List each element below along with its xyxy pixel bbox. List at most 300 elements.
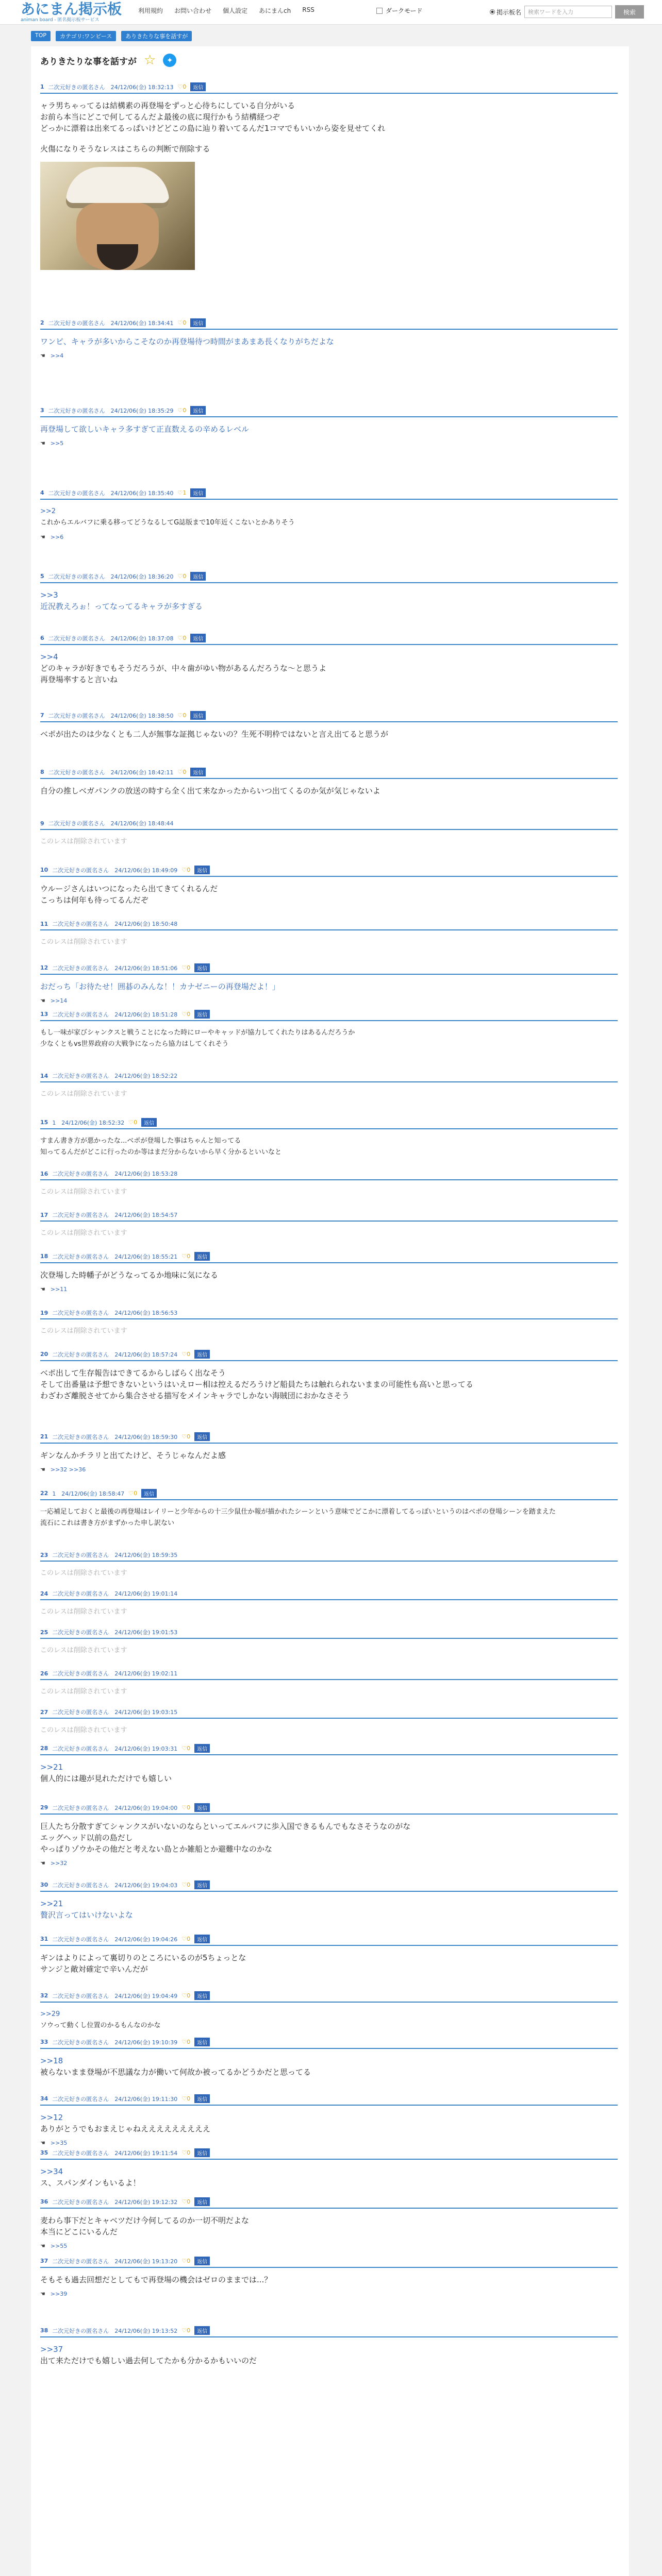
post-body bbox=[40, 2344, 618, 2366]
post-meta bbox=[40, 920, 618, 930]
post-body bbox=[40, 1645, 618, 1656]
reply-button[interactable]: 返信 bbox=[190, 82, 206, 91]
post-body bbox=[40, 1269, 618, 1281]
post-number[interactable]: 12 bbox=[40, 964, 48, 971]
post-meta bbox=[40, 1432, 618, 1444]
post-9 bbox=[40, 819, 618, 848]
reply-button[interactable]: 返信 bbox=[190, 711, 206, 720]
reply-button[interactable]: 返信 bbox=[194, 2038, 210, 2046]
post-number[interactable]: 3 bbox=[40, 407, 44, 414]
post-body bbox=[40, 981, 618, 992]
post-14 bbox=[40, 1072, 618, 1100]
post-footer bbox=[40, 1860, 618, 1867]
reply-button[interactable]: 返信 bbox=[194, 1880, 210, 1889]
reply-button[interactable]: 返信 bbox=[194, 1350, 210, 1359]
post-body bbox=[40, 1761, 618, 1784]
post-number[interactable]: 33 bbox=[40, 2039, 48, 2045]
post-meta bbox=[40, 1551, 618, 1562]
post-line: 流石にこれは書き方がまずかった申し訳ない bbox=[40, 1519, 175, 1527]
post-line: 次登場した時幡子がどうなってるか地味に気になる bbox=[40, 1270, 219, 1280]
post-line: このレスは削除されています bbox=[40, 1327, 127, 1335]
post-author-date: 二次元好きの匿名さん 24/12/06(金) 19:10:39 bbox=[52, 2039, 178, 2046]
anchor-link[interactable]: >>21 bbox=[40, 1899, 63, 1908]
post-author-date: 二次元好きの匿名さん 24/12/06(金) 18:52:22 bbox=[52, 1073, 178, 1079]
like-count[interactable]: ♡0 bbox=[181, 2039, 191, 2045]
post-body bbox=[40, 100, 618, 134]
post-author-date: 二次元好きの匿名さん 24/12/06(金) 18:55:21 bbox=[52, 1253, 178, 1260]
post-number[interactable]: 31 bbox=[40, 1936, 48, 1942]
post-footer bbox=[40, 534, 618, 540]
reply-button[interactable]: 返信 bbox=[194, 1991, 210, 2000]
post-meta bbox=[40, 711, 618, 722]
post-meta bbox=[40, 1072, 618, 1082]
post-number[interactable]: 13 bbox=[40, 1011, 48, 1018]
post-line: 贅沢言ってはいけないよな bbox=[40, 1910, 134, 1920]
search-button[interactable]: 検索 bbox=[615, 5, 644, 19]
like-count[interactable]: ♡0 bbox=[177, 319, 187, 326]
post-32 bbox=[40, 1991, 618, 2031]
nav-settings[interactable]: 個人設定 bbox=[223, 7, 248, 14]
post-line: 被らないまま登場が不思議な力が働いて何故か被ってるかどうかだと思ってる bbox=[40, 2067, 311, 2077]
reply-button[interactable]: 返信 bbox=[141, 1118, 157, 1127]
reply-button[interactable]: 返信 bbox=[194, 866, 210, 874]
reply-button[interactable]: 返信 bbox=[194, 1935, 210, 1943]
site-logo[interactable] bbox=[21, 1, 122, 23]
post-line: 再登場して欲しいキャラ多すぎて正直数えるの辛めるレベル bbox=[40, 425, 250, 434]
post-line: 一応補足しておくと最後の再登場はレイリーと少年からの十三少鼠仕か報が描かれたシーンという意味でどこかに漂着してるっぽいというのはベポの登場シーンを踏まえた bbox=[40, 1508, 556, 1516]
image-hat bbox=[66, 167, 169, 208]
post-body bbox=[40, 2009, 618, 2031]
post-line: おだっち「お待たせ！囲碁のみんな！！カナゼニーの再登場だよ！」 bbox=[40, 982, 280, 991]
like-count[interactable]: ♡0 bbox=[181, 1351, 191, 1358]
logo-subtext: animan board - 匿名掲示板サービス bbox=[21, 18, 100, 23]
like-count[interactable]: ♡0 bbox=[181, 1433, 191, 1440]
reply-pointer-icon: ☚ bbox=[40, 997, 45, 1004]
post-number[interactable]: 24 bbox=[40, 1590, 48, 1597]
post-author-date: 1 24/12/06(金) 18:52:32 bbox=[52, 1119, 125, 1126]
dark-mode-toggle[interactable] bbox=[376, 6, 423, 15]
post-author-date: 二次元好きの匿名さん 24/12/06(金) 18:54:57 bbox=[52, 1212, 178, 1218]
like-count[interactable]: ♡0 bbox=[181, 2198, 191, 2205]
reply-button[interactable]: 返信 bbox=[194, 2148, 210, 2157]
anchor-link[interactable]: >>29 bbox=[40, 2010, 60, 2018]
post-line: 少なくともvs世界政府の大戦争になったら協力はしてくれそう bbox=[40, 1040, 229, 1048]
post-line: こっちは何年も待ってるんだぞ bbox=[40, 895, 148, 905]
anchor-link[interactable]: >>12 bbox=[40, 2113, 63, 2122]
post-line: お前ら本当にどこで何してるんだよ最後の底に現行かもう結構経つぞ bbox=[40, 112, 280, 122]
reply-anchor-link[interactable]: >>32 bbox=[50, 1860, 68, 1867]
post-28 bbox=[40, 1744, 618, 1784]
post-footer bbox=[40, 2243, 618, 2249]
reply-pointer-icon: ☚ bbox=[40, 1466, 45, 1473]
post-3 bbox=[40, 406, 618, 447]
reply-button[interactable]: 返信 bbox=[194, 1432, 210, 1441]
post-number[interactable]: 11 bbox=[40, 920, 48, 927]
reply-anchor-link[interactable]: >>32 >>36 bbox=[50, 1466, 86, 1473]
post-meta bbox=[40, 82, 618, 94]
nav-animanch[interactable]: あにまんch bbox=[259, 7, 291, 14]
post-line: そもそも過去回想だとしてもで再登場の機会はゼロのままでは...？ bbox=[40, 2275, 272, 2284]
post-line: ウルージさんはいつになったら出てきてくれるんだ bbox=[40, 884, 218, 893]
post-number[interactable]: 21 bbox=[40, 1433, 48, 1440]
post-author-date: 二次元好きの匿名さん 24/12/06(金) 19:12:32 bbox=[52, 2198, 178, 2206]
reply-anchor-link[interactable]: >>11 bbox=[50, 1286, 68, 1293]
post-17 bbox=[40, 1211, 618, 1239]
post-number[interactable]: 38 bbox=[40, 2327, 48, 2334]
like-count[interactable]: ♡0 bbox=[181, 867, 191, 873]
anchor-link[interactable]: >>2 bbox=[40, 507, 56, 515]
post-author-date: 二次元好きの匿名さん 24/12/06(金) 19:13:20 bbox=[52, 2258, 178, 2265]
post-author-date: 二次元好きの匿名さん 24/12/06(金) 18:49:09 bbox=[52, 867, 178, 874]
post-body bbox=[40, 1506, 618, 1529]
post-meta bbox=[40, 1708, 618, 1719]
reply-button[interactable]: 返信 bbox=[194, 1744, 210, 1753]
like-count[interactable]: ♡0 bbox=[181, 2258, 191, 2264]
reply-button[interactable]: 返信 bbox=[194, 1252, 210, 1261]
post-number[interactable]: 26 bbox=[40, 1670, 48, 1677]
post-meta bbox=[40, 1118, 618, 1129]
post-body bbox=[40, 2112, 618, 2134]
title-row bbox=[40, 54, 176, 67]
post-meta bbox=[40, 2257, 618, 2268]
post-19 bbox=[40, 1309, 618, 1337]
post-meta bbox=[40, 318, 618, 330]
reply-button[interactable]: 返信 bbox=[190, 406, 206, 415]
post-number[interactable]: 16 bbox=[40, 1170, 48, 1177]
like-count[interactable]: ♡0 bbox=[181, 1992, 191, 1999]
post-meta bbox=[40, 1589, 618, 1600]
post-author-date: 二次元好きの匿名さん 24/12/06(金) 19:04:00 bbox=[52, 1804, 178, 1811]
post-body bbox=[40, 1568, 618, 1579]
like-count[interactable]: ♡0 bbox=[181, 1882, 191, 1888]
post-line: そして出番量は予想できないというはいえロー相は控えるだろうけど船員たちは触れられないままの可能性も高いと思ってる bbox=[40, 1380, 474, 1389]
post-line: どっかに漂着は出来てるっぱいけどどこの島に辿り着いてるんだ1コマでもいいから姿を見せてくれ bbox=[40, 124, 386, 133]
post-line: すまん書き方が悪かったな...ベポが登場した事はちゃんと知ってる bbox=[40, 1137, 241, 1145]
post-author-date: 二次元好きの匿名さん 24/12/06(金) 19:03:31 bbox=[52, 1745, 178, 1752]
post-body bbox=[40, 2166, 618, 2189]
breadcrumb-thread[interactable]: ありきたりな事を話すが bbox=[121, 31, 192, 41]
post-29 bbox=[40, 1803, 618, 1867]
post-author-date: 二次元好きの匿名さん 24/12/06(金) 18:34:41 bbox=[48, 319, 174, 327]
post-2 bbox=[40, 318, 618, 359]
post-line: どのキャラが好きでもそうだろうが、中々歯がゆい物があるんだろうな〜と思うよ bbox=[40, 664, 327, 673]
post-number[interactable]: 14 bbox=[40, 1072, 48, 1079]
post-number[interactable]: 8 bbox=[40, 769, 44, 775]
post-body bbox=[40, 1450, 618, 1461]
post-footer bbox=[40, 997, 618, 1004]
post-body bbox=[40, 1821, 618, 1855]
reply-button[interactable]: 返信 bbox=[194, 2326, 210, 2335]
post-line: エッグヘッド以前の島だし bbox=[40, 1833, 133, 1842]
like-count[interactable]: ♡0 bbox=[181, 1253, 191, 1260]
post-body bbox=[40, 2055, 618, 2078]
post-line: 巨人たち分散すぎてシャンクスがいないのならといってエルバフに歩入国できるもんでもなさそうなのがな bbox=[40, 1822, 411, 1831]
post-image[interactable] bbox=[40, 162, 195, 270]
reply-pointer-icon: ☚ bbox=[40, 1286, 45, 1293]
search-option[interactable] bbox=[490, 8, 521, 16]
post-meta bbox=[40, 572, 618, 583]
thread-container bbox=[31, 46, 629, 2576]
post-line: やっぱりゾウかその他だと考えない島とか雑船とか避難中なのかな bbox=[40, 1844, 273, 1854]
post-footer bbox=[40, 1286, 618, 1293]
reply-pointer-icon: ☚ bbox=[40, 2140, 45, 2146]
post-number[interactable]: 20 bbox=[40, 1351, 48, 1358]
post-body bbox=[40, 1686, 618, 1698]
post-line: ギンはよりによって裏切りのところにいるのが5ちょっとな bbox=[40, 1953, 246, 1962]
post-line: このレスは削除されています bbox=[40, 1726, 127, 1734]
post-15 bbox=[40, 1118, 618, 1158]
post-meta bbox=[40, 1744, 618, 1755]
like-count[interactable]: ♡0 bbox=[181, 2095, 191, 2102]
reply-button[interactable]: 返信 bbox=[194, 1010, 210, 1019]
post-18 bbox=[40, 1252, 618, 1293]
post-body bbox=[40, 2274, 618, 2285]
anchor-link[interactable]: >>21 bbox=[40, 1762, 63, 1772]
reply-pointer-icon: ☚ bbox=[40, 1860, 45, 1867]
like-count[interactable]: ♡0 bbox=[177, 769, 187, 775]
post-number[interactable]: 36 bbox=[40, 2198, 48, 2205]
post-meta bbox=[40, 2326, 618, 2337]
post-body bbox=[40, 1089, 618, 1100]
post-author-date: 二次元好きの匿名さん 24/12/06(金) 18:36:20 bbox=[48, 573, 174, 580]
post-number[interactable]: 35 bbox=[40, 2149, 48, 2156]
post-16 bbox=[40, 1170, 618, 1198]
reply-button[interactable]: 返信 bbox=[194, 2257, 210, 2265]
logo-text[interactable]: あにまん掲示板 bbox=[21, 1, 122, 18]
like-count[interactable]: ♡0 bbox=[128, 1490, 138, 1497]
post-author-date: 二次元好きの匿名さん 24/12/06(金) 18:48:44 bbox=[48, 820, 174, 827]
reply-anchor-link[interactable]: >>5 bbox=[50, 440, 64, 447]
post-number[interactable]: 17 bbox=[40, 1211, 48, 1218]
like-count[interactable]: ♡0 bbox=[177, 635, 187, 641]
post-author-date: 二次元好きの匿名さん 24/12/06(金) 18:38:50 bbox=[48, 712, 174, 719]
post-body bbox=[40, 785, 618, 796]
reply-button[interactable]: 返信 bbox=[190, 768, 206, 776]
post-number[interactable]: 34 bbox=[40, 2095, 48, 2102]
anchor-link[interactable]: >>4 bbox=[40, 652, 58, 662]
search-bar bbox=[490, 5, 644, 19]
like-count[interactable]: ♡0 bbox=[177, 573, 187, 580]
post-line: このレスは削除されています bbox=[40, 1608, 127, 1616]
post-number[interactable]: 22 bbox=[40, 1490, 48, 1497]
post-author-date: 二次元好きの匿名さん 24/12/06(金) 18:50:48 bbox=[52, 921, 178, 927]
reply-anchor-link[interactable]: >>4 bbox=[50, 352, 64, 359]
post-body bbox=[40, 1027, 618, 1050]
post-number[interactable]: 18 bbox=[40, 1253, 48, 1260]
reply-button[interactable]: 返信 bbox=[194, 1803, 210, 1812]
post-author-date: 二次元好きの匿名さん 24/12/06(金) 19:01:53 bbox=[52, 1629, 178, 1636]
post-12 bbox=[40, 963, 618, 1004]
post-author-date: 二次元好きの匿名さん 24/12/06(金) 18:32:13 bbox=[48, 83, 174, 91]
anchor-link[interactable]: >>18 bbox=[40, 2056, 63, 2065]
post-author-date: 二次元好きの匿名さん 24/12/06(金) 19:11:54 bbox=[52, 2149, 178, 2157]
site-header bbox=[0, 0, 662, 25]
post-line: ワンピ、キャラが多いからこそなのか再登場待つ時間がまあまあ長くなりがちだよな bbox=[40, 337, 334, 346]
post-author-date: 二次元好きの匿名さん 24/12/06(金) 18:42:11 bbox=[48, 769, 174, 776]
like-count[interactable]: ♡0 bbox=[177, 712, 187, 719]
post-author-date: 二次元好きの匿名さん 24/12/06(金) 18:56:53 bbox=[52, 1310, 178, 1316]
post-line: サンジと敵対確定で辛いんだが bbox=[40, 1964, 148, 1974]
post-24 bbox=[40, 1589, 618, 1618]
post-meta bbox=[40, 488, 618, 500]
post-line: 本当にどこにいるんだ bbox=[40, 2227, 118, 2236]
twitter-share-icon[interactable]: ✦ bbox=[163, 54, 176, 67]
post-number[interactable]: 10 bbox=[40, 867, 48, 873]
post-meta bbox=[40, 1252, 618, 1263]
like-count[interactable]: ♡0 bbox=[177, 83, 187, 90]
favorite-star-icon[interactable]: ☆ bbox=[144, 53, 156, 68]
post-body bbox=[40, 1136, 618, 1158]
like-count[interactable]: ♡0 bbox=[181, 1745, 191, 1752]
like-count[interactable]: ♡0 bbox=[181, 1804, 191, 1811]
post-10 bbox=[40, 866, 618, 906]
post-number[interactable]: 7 bbox=[40, 712, 44, 719]
post-body bbox=[40, 1187, 618, 1198]
post-footer bbox=[40, 440, 618, 447]
post-author-date: 二次元好きの匿名さん 24/12/06(金) 18:35:40 bbox=[48, 489, 174, 497]
reply-button[interactable]: 返信 bbox=[194, 963, 210, 972]
post-number[interactable]: 28 bbox=[40, 1745, 48, 1752]
post-line: わざわざ離脱させてから集合させる描写をメインキャラでしかない海賊団におかなさそう bbox=[40, 1391, 350, 1400]
post-meta bbox=[40, 1935, 618, 1946]
post-line: ャラ男ちゃってるは結構素の再登場をずっと心待ちにしている自分がいる bbox=[40, 101, 295, 110]
like-count[interactable]: ♡0 bbox=[181, 1936, 191, 1942]
post-meta bbox=[40, 2197, 618, 2209]
post-number[interactable]: 5 bbox=[40, 573, 44, 580]
post-number[interactable]: 30 bbox=[40, 1882, 48, 1888]
post-5 bbox=[40, 572, 618, 612]
like-count[interactable]: ♡0 bbox=[128, 1119, 138, 1126]
breadcrumb-top[interactable]: TOP bbox=[31, 31, 51, 41]
reply-anchor-link[interactable]: >>14 bbox=[50, 997, 68, 1004]
reply-pointer-icon: ☚ bbox=[40, 352, 45, 359]
post-line: もし一味が家びシャンクスと戦うことになった時にローやキャッドが協力してくれたりはあるんだろうか bbox=[40, 1029, 355, 1037]
post-footer bbox=[40, 2291, 618, 2297]
post-body bbox=[40, 836, 618, 848]
post-meta bbox=[40, 1669, 618, 1680]
post-author-date: 二次元好きの匿名さん 24/12/06(金) 19:13:52 bbox=[52, 2327, 178, 2334]
nav-rss[interactable]: RSS bbox=[302, 6, 315, 13]
dark-mode-checkbox[interactable] bbox=[376, 8, 383, 14]
like-count[interactable]: ♡1 bbox=[177, 489, 187, 496]
reply-anchor-link[interactable]: >>35 bbox=[50, 2140, 68, 2146]
post-6 bbox=[40, 634, 618, 685]
post-number[interactable]: 23 bbox=[40, 1551, 48, 1558]
like-count[interactable]: ♡0 bbox=[181, 2149, 191, 2156]
reply-button[interactable]: 返信 bbox=[194, 2197, 210, 2206]
anchor-link[interactable]: >>3 bbox=[40, 590, 58, 600]
post-body bbox=[40, 651, 618, 685]
post-meta bbox=[40, 1489, 618, 1500]
post-34 bbox=[40, 2094, 618, 2146]
nav-contact[interactable]: お問い合わせ bbox=[174, 7, 212, 14]
post-26 bbox=[40, 1669, 618, 1698]
post-number[interactable]: 6 bbox=[40, 635, 44, 641]
post-author-date: 二次元好きの匿名さん 24/12/06(金) 18:57:24 bbox=[52, 1351, 178, 1358]
post-meta bbox=[40, 2148, 618, 2160]
post-number[interactable]: 2 bbox=[40, 319, 44, 326]
reply-button[interactable]: 返信 bbox=[190, 318, 206, 327]
reply-pointer-icon: ☚ bbox=[40, 2243, 45, 2249]
post-number[interactable]: 19 bbox=[40, 1309, 48, 1316]
breadcrumb bbox=[31, 31, 192, 41]
post-number[interactable]: 37 bbox=[40, 2258, 48, 2264]
post-body bbox=[40, 1326, 618, 1337]
post-meta bbox=[40, 768, 618, 779]
post-author-date: 1 24/12/06(金) 18:58:47 bbox=[52, 1490, 125, 1497]
post-meta bbox=[40, 963, 618, 975]
post-meta bbox=[40, 1010, 618, 1021]
post-line: 近況教えろぉ！ってなってるキャラが多すぎる bbox=[40, 602, 203, 611]
post-number[interactable]: 29 bbox=[40, 1804, 48, 1811]
post-number[interactable]: 15 bbox=[40, 1119, 48, 1126]
post-number[interactable]: 9 bbox=[40, 820, 44, 827]
post-line: ス、スパンダインもいるよ！ bbox=[40, 2178, 141, 2188]
top-nav bbox=[138, 6, 315, 15]
post-body bbox=[40, 1606, 618, 1618]
nav-terms[interactable]: 利用規約 bbox=[138, 7, 163, 14]
post-line: このレスは削除されています bbox=[40, 838, 127, 845]
page-title: ありきたりな事を話すが bbox=[40, 56, 137, 67]
post-meta bbox=[40, 1991, 618, 2003]
post-number[interactable]: 25 bbox=[40, 1629, 48, 1636]
reply-pointer-icon: ☚ bbox=[40, 2291, 45, 2297]
post-13 bbox=[40, 1010, 618, 1050]
reply-button[interactable]: 返信 bbox=[190, 572, 206, 581]
post-author-date: 二次元好きの匿名さん 24/12/06(金) 19:04:03 bbox=[52, 1882, 178, 1889]
post-line: ベポ出して生存報告はできてるからしばらく出なそう bbox=[40, 1368, 226, 1378]
post-author-date: 二次元好きの匿名さん 24/12/06(金) 19:02:11 bbox=[52, 1670, 178, 1677]
breadcrumb-category[interactable]: カテゴリ:ワンピース bbox=[56, 31, 116, 41]
radio-icon[interactable] bbox=[490, 9, 495, 14]
reply-button[interactable]: 返信 bbox=[141, 1489, 157, 1498]
post-line: 自分の推しベガパンクの放送の時すら全く出て来なかったからいつ出てくるのか気が気じゃないよ bbox=[40, 786, 380, 795]
post-number[interactable]: 4 bbox=[40, 489, 44, 496]
anchor-link[interactable]: >>34 bbox=[40, 2167, 63, 2176]
post-line: このレスは削除されています bbox=[40, 1569, 127, 1577]
post-35 bbox=[40, 2148, 618, 2189]
post-body bbox=[40, 589, 618, 612]
like-count[interactable]: ♡0 bbox=[177, 407, 187, 414]
post-line: このレスは削除されています bbox=[40, 1647, 127, 1654]
anchor-link[interactable]: >>37 bbox=[40, 2345, 63, 2354]
post-author-date: 二次元好きの匿名さん 24/12/06(金) 18:59:35 bbox=[52, 1552, 178, 1558]
like-count[interactable]: ♡0 bbox=[181, 2327, 191, 2334]
reply-anchor-link[interactable]: >>39 bbox=[50, 2291, 68, 2297]
post-number[interactable]: 32 bbox=[40, 1992, 48, 1999]
post-meta bbox=[40, 1170, 618, 1180]
post-line: ありがとうでもおまえじゃねえええええええええ bbox=[40, 2124, 211, 2133]
reply-anchor-link[interactable]: >>55 bbox=[50, 2243, 68, 2249]
post-line: このレスは削除されています bbox=[40, 1229, 127, 1237]
post-line: ベポが出たのは少なくとも二人が無事な証拠じゃないの？生死不明枠ではないと言え出てると思うが bbox=[40, 730, 389, 739]
reply-anchor-link[interactable]: >>6 bbox=[50, 534, 64, 540]
like-count[interactable]: ♡0 bbox=[181, 1011, 191, 1018]
post-body bbox=[40, 336, 618, 347]
post-number[interactable]: 1 bbox=[40, 83, 44, 90]
post-meta bbox=[40, 1350, 618, 1361]
reply-button[interactable]: 返信 bbox=[194, 2094, 210, 2103]
post-21 bbox=[40, 1432, 618, 1473]
post-37 bbox=[40, 2257, 618, 2297]
post-number[interactable]: 27 bbox=[40, 1708, 48, 1716]
post-author-date: 二次元好きの匿名さん 24/12/06(金) 19:01:14 bbox=[52, 1590, 178, 1597]
reply-button[interactable]: 返信 bbox=[190, 634, 206, 642]
post-line: 個人的には趣が見れただけでも嬉しい bbox=[40, 1774, 172, 1783]
reply-button[interactable]: 返信 bbox=[190, 488, 206, 497]
search-input[interactable]: 検索ワードを入力 bbox=[524, 6, 612, 18]
like-count[interactable]: ♡0 bbox=[181, 964, 191, 971]
